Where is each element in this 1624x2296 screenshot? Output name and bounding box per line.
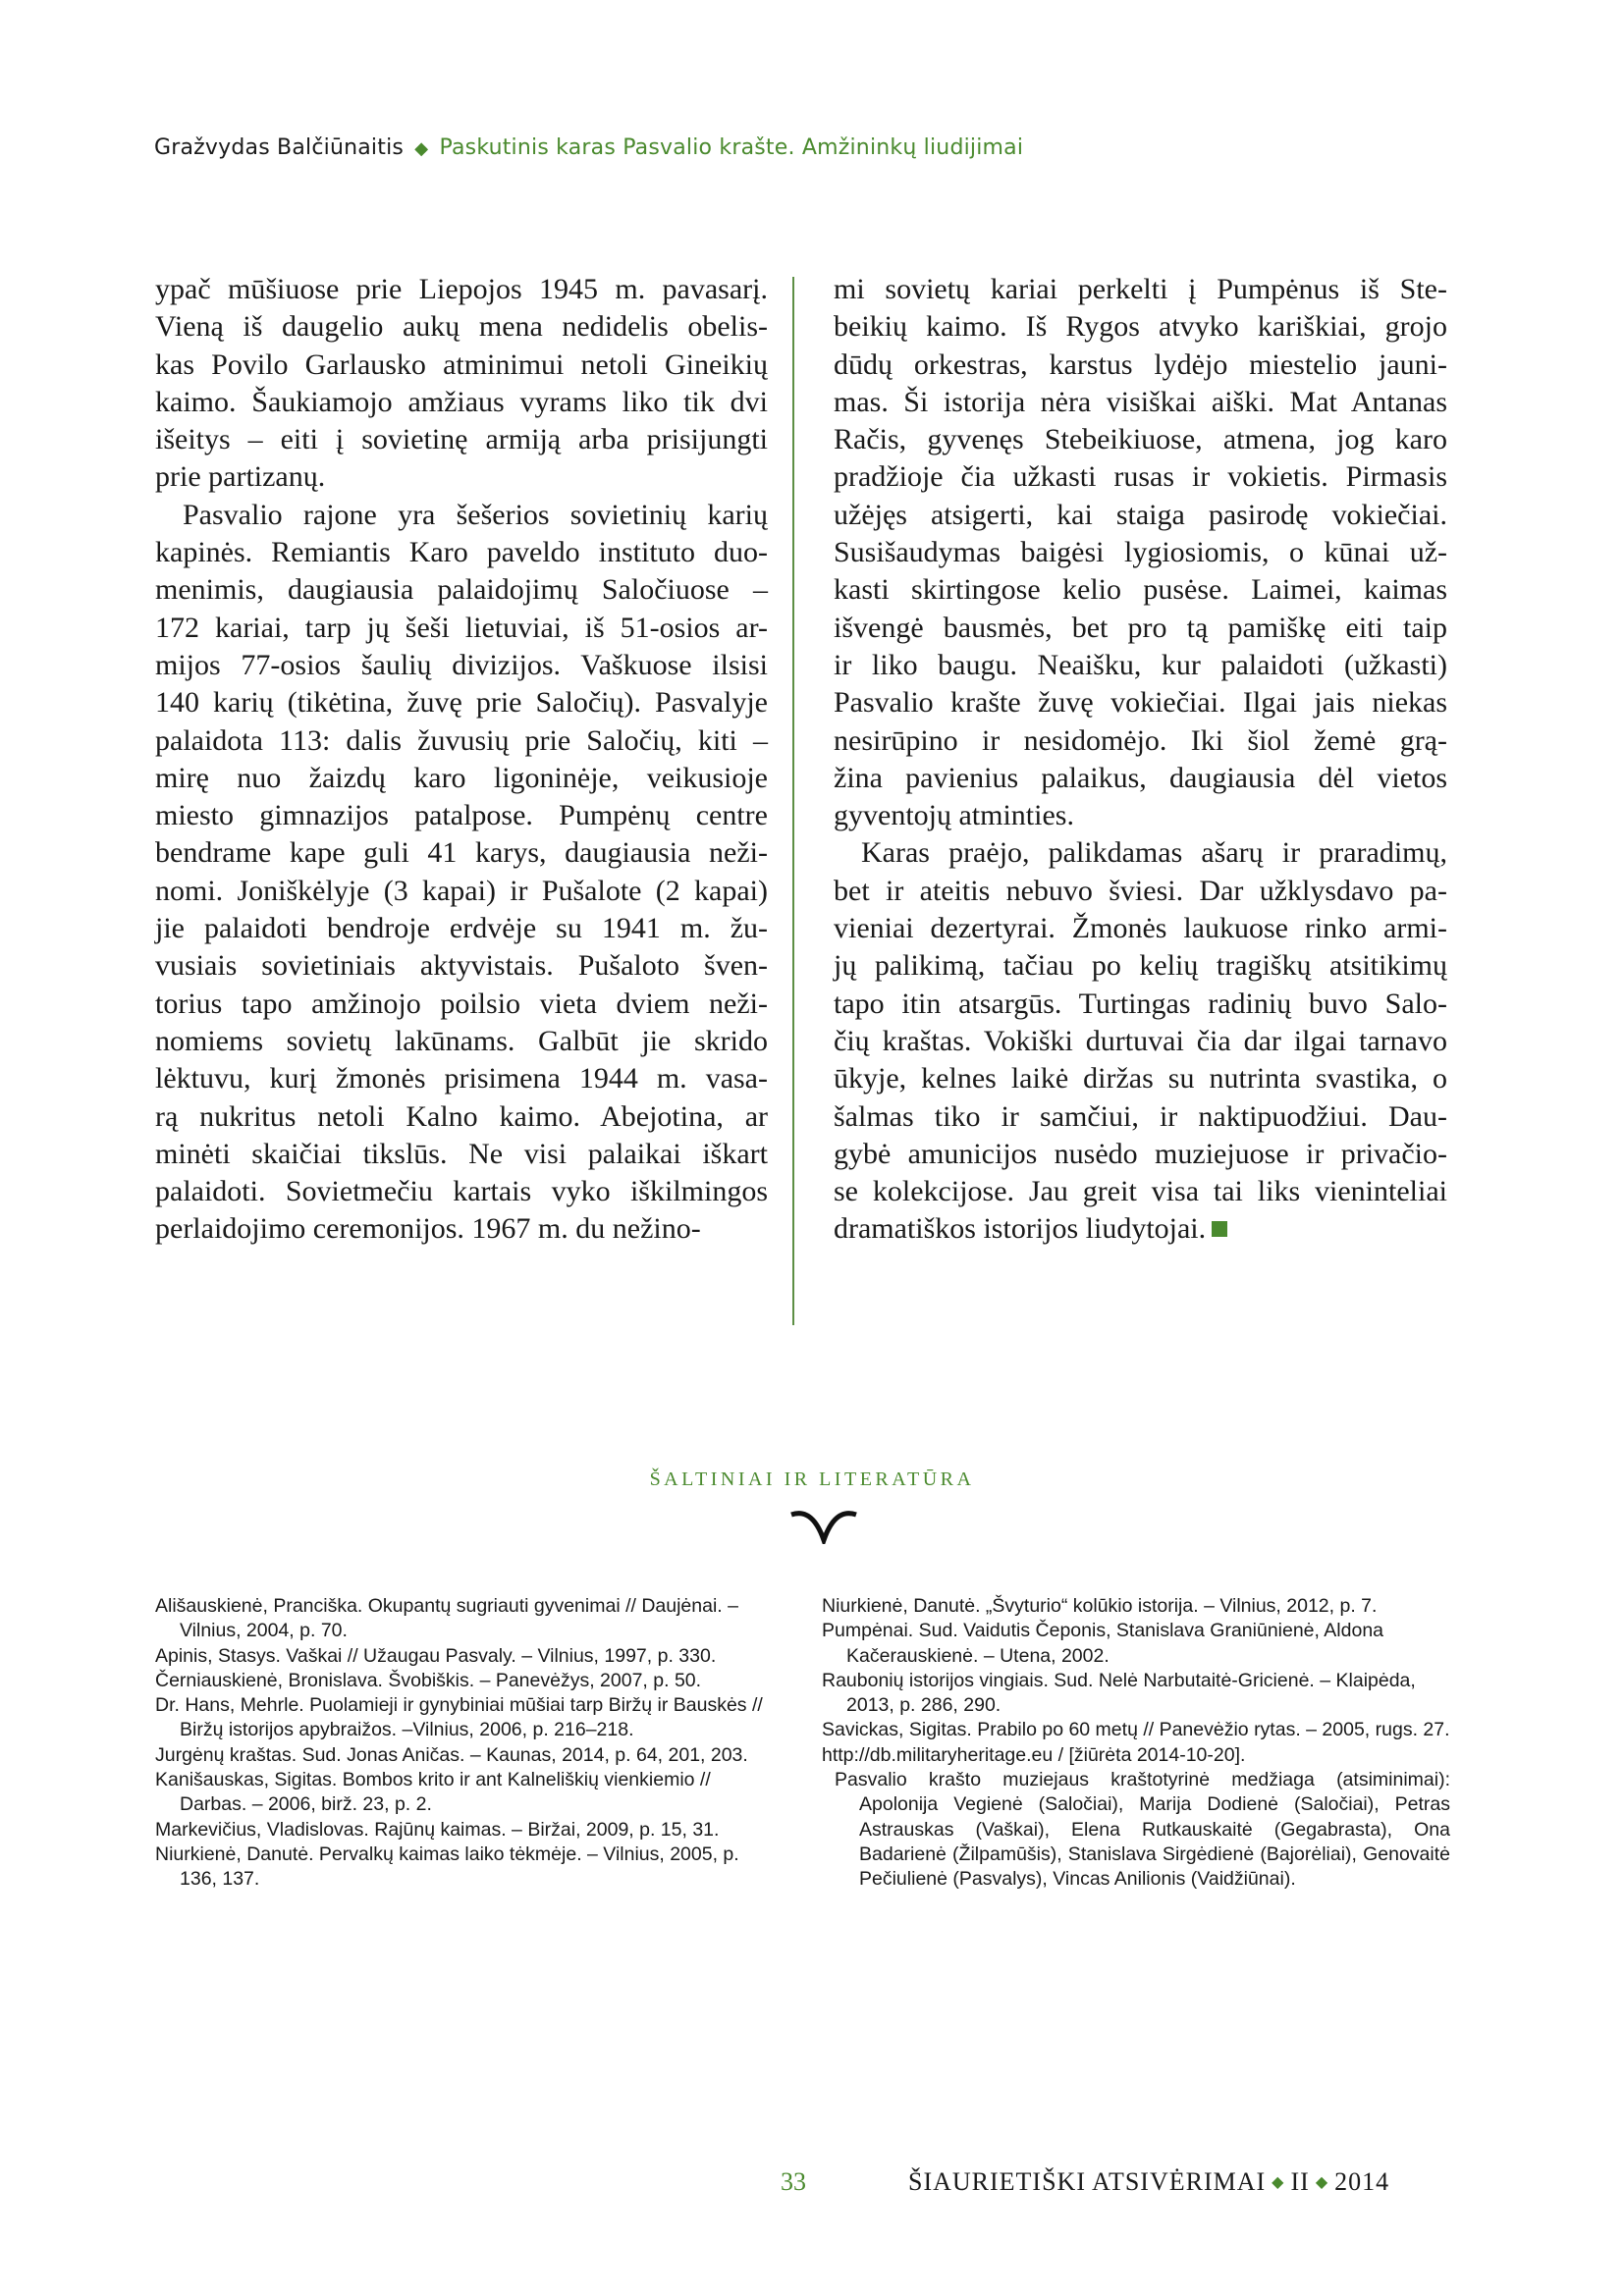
diamond-icon: ◆ xyxy=(1272,2174,1285,2191)
text-line: lėktuvu, kurį žmonės prisimena 1944 m. vasa- xyxy=(155,1062,768,1095)
text-line: jų palikimą, tačiau po kelių tragiškų atsitikimų xyxy=(834,949,1447,983)
text-line: palaidoti. Sovietmečiu kartais vyko iškilmingos xyxy=(155,1175,768,1208)
text-line: Pasvalio rajone yra šešerios sovietinių karių xyxy=(183,498,768,531)
reference-item: http://db.militaryheritage.eu / [žiūrėta 2014-10-20]. xyxy=(822,1743,1246,1766)
paragraph xyxy=(834,271,1447,834)
text-line: 172 kariai, tarp jų šeši lietuviai, iš 51-osios ar- xyxy=(155,611,768,644)
text-line: Susišaudymas baigėsi lygiosiomis, o kūnai už- xyxy=(834,536,1447,569)
text-line: menimis, daugiausia palaidojimų Saločiuose – xyxy=(155,573,768,607)
text-line: žina pavienius palaikus, daugiausia dėl vietos xyxy=(834,761,1447,794)
text-line: mi sovietų kariai perkelti į Pumpėnus iš Ste- xyxy=(834,273,1447,305)
text-line: išvengė bausmės, bet pro tą pamiškę eiti taip xyxy=(834,611,1447,644)
text-line: mas. Ši istorija nėra visiškai aiški. Mat Antanas xyxy=(834,385,1447,418)
text-line: ir liko baugu. Neaišku, kur palaidoti (užkasti) xyxy=(834,648,1447,681)
references-right xyxy=(822,1594,1450,1893)
text-line: miesto gimnazijos patalpose. Pumpėnų centre xyxy=(155,799,768,832)
text-line: minėti skaičiai tikslūs. Ne visi palaikai iškart xyxy=(155,1137,768,1170)
diamond-icon: ◆ xyxy=(1315,2174,1329,2191)
reference-item: Jurgėnų kraštas. Sud. Jonas Aničas. – Kaunas, 2014, p. 64, 201, 203. xyxy=(155,1743,748,1766)
paragraph xyxy=(155,497,768,1249)
reference-item: Savickas, Sigitas. Prabilo po 60 metų // Panevėžio rytas. – 2005, rugs. 27. xyxy=(822,1719,1450,1741)
text-line: šalmas tiko ir samčiui, ir naktipuodžiui. Dau- xyxy=(834,1099,1447,1133)
reference-item: Markevičius, Vladislovas. Rajūnų kaimas. – Biržai, 2009, p. 15, 31. xyxy=(155,1818,720,1841)
sources-heading: ŠALTINIAI IR LITERATŪRA xyxy=(649,1468,975,1490)
text-line: ūkyje, kelnes laikė diržas su nutrinta svastika, o xyxy=(834,1062,1447,1095)
text-line: tapo itin atsargūs. Turtingas radinių buvo Salo- xyxy=(834,987,1447,1020)
journal-footer xyxy=(908,2167,1389,2197)
text-line: nesirūpino ir nesidomėjo. Iki šiol žemė grą- xyxy=(834,723,1447,757)
text-line: kaimo. Šaukiamojo amžiaus vyrams liko tik dvi xyxy=(155,385,768,418)
text-line: vusiais sovietiniais aktyvistais. Pušaloto šven- xyxy=(155,949,768,983)
article-title: Paskutinis karas Pasvalio krašte. Amžininkų liudijimai xyxy=(439,135,1024,160)
running-header xyxy=(154,135,1023,160)
left-text-column xyxy=(155,271,768,1249)
text-line: dramatiškos istorijos liudytojai. xyxy=(834,1210,1447,1248)
text-line: palaidota 113: dalis žuvusių prie Saločių, kiti – xyxy=(155,723,768,757)
journal-issue: II xyxy=(1290,2167,1310,2196)
right-text-column xyxy=(834,271,1447,1249)
reference-item: Černiauskienė, Bronislava. Švobiškis. – Panevėžys, 2007, p. 50. xyxy=(155,1669,702,1691)
text-line: Karas praėjo, palikdamas ašarų ir praradimų, xyxy=(861,836,1447,870)
swash-ornament-icon xyxy=(789,1509,858,1544)
reference-item: Dr. Hans, Mehrle. Puolamieji ir gynybiniai mūšiai tarp Biržų ir Bauskės // Biržų istorijos apybraižos. –Vilnius, 2006, p. 216–218. xyxy=(155,1694,763,1741)
page-number: 33 xyxy=(781,2167,806,2196)
text-line: Pasvalio krašte žuvę vokiečiai. Ilgai jais niekas xyxy=(834,686,1447,720)
reference-item: Niurkienė, Danutė. Pervalkų kaimas laiko tėkmėje. – Vilnius, 2005, p. 136, 137. xyxy=(155,1842,739,1891)
journal-title: ŠIAURIETIŠKI ATSIVĖRIMAI xyxy=(908,2167,1267,2196)
references-left xyxy=(155,1594,774,1893)
text-line: mirę nuo žaizdų karo ligoninėje, veikusioje xyxy=(155,761,768,794)
reference-item: Pumpėnai. Sud. Vaidutis Čeponis, Stanislava Graniūnienė, Aldona Kačerauskienė. – Utena, 2002. xyxy=(822,1620,1384,1667)
paragraph xyxy=(834,834,1447,1248)
diamond-icon: ◆ xyxy=(414,138,429,159)
reference-item: Kanišauskas, Sigitas. Bombos krito ir ant Kalneliškių vienkiemio // Darbas. – 2006, birž. 23, p. 2. xyxy=(155,1769,711,1816)
text-line: dūdų orkestras, karstus lydėjo miestelio jauni- xyxy=(834,347,1447,381)
reference-item-museum: Pasvalio krašto muziejaus kraštotyrinė medžiaga (atsiminimai): Apolonija Vegienė (Saločiai), Marija Dodienė (Saločiai), Petras Astrauskas (Vaškai), Elena Rutkauskaitė (Gegabrasta), Ona Badarienė (Žilpamūšis), Stanislava Sirgėdienė (Bajorėliai), Genovaitė Pečiulienė (Pasvalys), Vincas Anilionis (Vaidžiūnai). xyxy=(835,1769,1450,1891)
text-line: jie palaidoti bendroje erdvėje su 1941 m. žu- xyxy=(155,912,768,945)
text-line: mijos 77-osios šaulių divizijos. Vaškuose ilsisi xyxy=(155,648,768,681)
paragraph xyxy=(155,271,768,497)
text-line: gybė amunicijos nusėdo muziejuose ir privačio- xyxy=(834,1137,1447,1170)
text-line: pradžioje čia užkasti rusas ir vokietis. Pirmasis xyxy=(834,460,1447,494)
text-line: išeitys – eiti į sovietinę armiją arba prisijungti xyxy=(155,423,768,456)
text-line: ypač mūšiuose prie Liepojos 1945 m. pavasarį. xyxy=(155,273,768,305)
text-line: gyventojų atminties. xyxy=(834,799,1074,832)
text-line: nomiems sovietų lakūnams. Galbūt jie skrido xyxy=(155,1024,768,1057)
text-line: 140 karių (tikėtina, žuvę prie Saločių). Pasvalyje xyxy=(155,686,768,720)
text-line: užėjęs atsigerti, kai staiga pasirodę vokiečiai. xyxy=(834,498,1447,531)
green-square-end-mark-icon xyxy=(1212,1221,1227,1237)
text-line: perlaidojimo ceremonijos. 1967 m. du nežino- xyxy=(155,1212,701,1246)
reference-item: Ališauskienė, Pranciška. Okupantų sugriauti gyvenimai // Daujėnai. – Vilnius, 2004, p. 70. xyxy=(155,1595,738,1642)
text-line: torius tapo amžinojo poilsio vieta dviem neži- xyxy=(155,987,768,1020)
text-line: prie partizanų. xyxy=(155,460,326,494)
text-line: bet ir ateitis nebuvo šviesi. Dar užklysdavo pa- xyxy=(834,874,1447,907)
text-line: vieniai dezertyrai. Žmonės laukuose rinko armi- xyxy=(834,912,1447,945)
text-line: rą nukritus netoli Kalno kaimo. Abejotina, ar xyxy=(155,1099,768,1133)
column-divider xyxy=(792,277,794,1325)
reference-item: Apinis, Stasys. Vaškai // Užaugau Pasvaly. – Vilnius, 1997, p. 330. xyxy=(155,1644,717,1667)
text-line: kas Povilo Garlausko atminimui netoli Gineikių xyxy=(155,347,768,381)
text-line: bendrame kape guli 41 karys, daugiausia neži- xyxy=(155,836,768,870)
text-line: beikių kaimo. Iš Rygos atvyko kariškiai, grojo xyxy=(834,310,1447,344)
text-line: se kolekcijose. Jau greit visa tai liks vieninteliai xyxy=(834,1175,1447,1208)
reference-item: Raubonių istorijos vingiais. Sud. Nelė Narbutaitė-Gricienė. – Klaipėda, 2013, p. 286, 290. xyxy=(822,1669,1416,1717)
text-line: kasti skirtingose kelio pusėse. Laimei, kaimas xyxy=(834,573,1447,607)
text-line: čių kraštas. Vokiški durtuvai čia dar ilgai tarnavo xyxy=(834,1024,1447,1057)
text-line: nomi. Joniškėlyje (3 kapai) ir Pušalote (2 kapai) xyxy=(155,874,768,907)
reference-item: Niurkienė, Danutė. „Švyturio“ kolūkio istorija. – Vilnius, 2012, p. 7. xyxy=(822,1595,1378,1617)
journal-year: 2014 xyxy=(1334,2167,1390,2196)
text-line: Račis, gyvenęs Stebeikiuose, atmena, jog karo xyxy=(834,423,1447,456)
text-line: Vieną iš daugelio aukų mena nedidelis obelis- xyxy=(155,310,768,344)
author-name: Gražvydas Balčiūnaitis xyxy=(154,135,405,160)
text-line: kapinės. Remiantis Karo paveldo instituto duo- xyxy=(155,536,768,569)
